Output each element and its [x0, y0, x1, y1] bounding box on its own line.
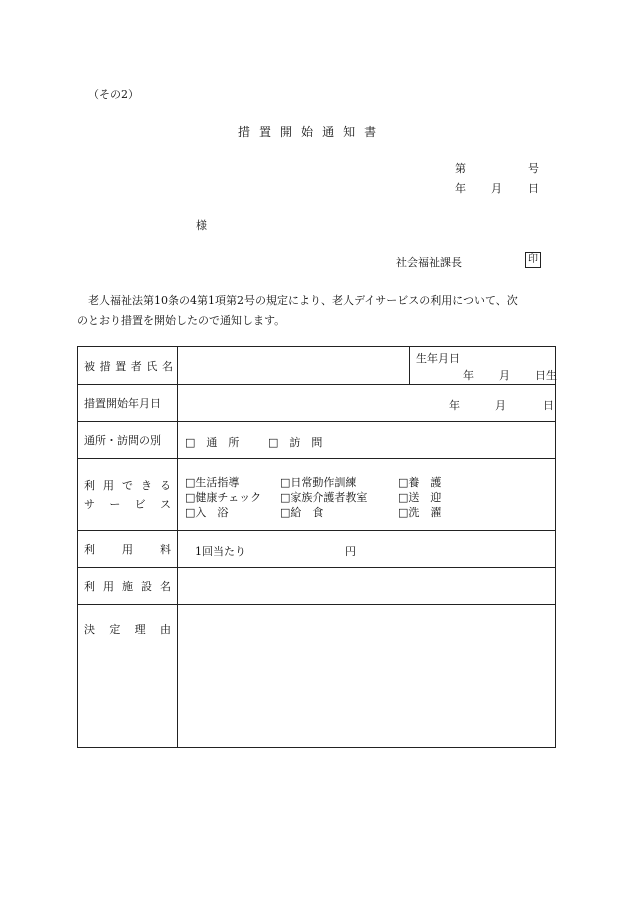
label-char: 用: [103, 479, 114, 492]
checkbox-meals[interactable]: □給 食: [280, 506, 324, 519]
checkbox-daily-training[interactable]: □日常動作訓練: [280, 476, 357, 489]
label-service-type: [78, 422, 178, 459]
label-char: 決: [84, 623, 95, 636]
label-available-services: [78, 459, 178, 531]
label-char: 定: [109, 623, 121, 636]
label-char: 施: [122, 580, 133, 593]
label-facility-name: [78, 568, 178, 605]
label-start-date: [78, 385, 178, 422]
label-char: 措: [99, 359, 111, 373]
title-char: 書: [364, 125, 377, 139]
checkbox-health-check[interactable]: □健康チェック: [185, 491, 262, 504]
title-char: 通: [322, 125, 335, 139]
field-usage-fee[interactable]: [178, 531, 556, 568]
label-char: 置: [115, 359, 127, 373]
field-birthdate[interactable]: [410, 347, 556, 385]
issue-date-month: 月: [491, 182, 502, 195]
start-year: 年: [449, 399, 460, 412]
title-char: 置: [259, 125, 272, 139]
body-text-line2: のとおり措置を開始したので通知します。: [77, 314, 286, 327]
label-char: 氏: [146, 359, 158, 373]
row-facility-name: [78, 568, 556, 605]
addressee-suffix: 様: [196, 219, 207, 232]
label-char: ビ: [134, 498, 146, 511]
label-char: 名: [161, 359, 173, 373]
checkbox-life-guidance[interactable]: □生活指導: [185, 476, 240, 489]
label-char: る: [160, 479, 171, 492]
label-char: 用: [122, 543, 133, 556]
row-usage-fee: [78, 531, 556, 568]
field-available-services: [178, 459, 556, 531]
seal-mark-wrapper: [525, 252, 541, 268]
issue-date-day: 日: [528, 182, 539, 195]
label-decision-reason: [78, 605, 178, 748]
birth-month: 月: [499, 369, 510, 382]
doc-number-prefix: 第: [455, 162, 466, 175]
row-recipient-name: [78, 347, 556, 385]
label-char: ー: [109, 498, 121, 511]
label-char: 名: [160, 580, 171, 593]
label-char: で: [122, 479, 133, 492]
body-text-line1: 老人福祉法第10条の4第1項第2号の規定により、老人デイサービスの利用について、次: [88, 294, 518, 307]
form-number: （その2）: [88, 88, 139, 101]
checkbox-bathing[interactable]: □入 浴: [185, 506, 229, 519]
label-usage-fee: [78, 531, 178, 568]
start-month: 月: [495, 399, 506, 412]
label-char: 利: [84, 543, 95, 556]
row-start-date: [78, 385, 556, 422]
issue-date-year: 年: [455, 182, 466, 195]
issuer-title: 社会福祉課長: [396, 256, 462, 269]
label-char: 被: [84, 359, 95, 373]
checkbox-day-care[interactable]: □ 通 所: [185, 436, 240, 449]
checkbox-laundry[interactable]: □洗 濯: [398, 506, 442, 519]
doc-number-suffix: 号: [528, 162, 539, 175]
title-char: 始: [301, 125, 314, 139]
field-facility-name[interactable]: [178, 568, 556, 605]
label-birthdate: 生年月日: [416, 352, 460, 365]
label-char: 者: [130, 359, 142, 373]
field-service-type: [178, 422, 556, 459]
label-service-type-text: 通所・訪問の別: [84, 434, 161, 447]
fee-unit: 円: [345, 545, 356, 558]
title-char: 措: [238, 125, 251, 139]
label-char: 理: [134, 623, 146, 636]
fee-per-visit: 1回当たり: [195, 545, 246, 558]
notice-form-table: [77, 346, 556, 748]
start-day: 日: [543, 399, 554, 412]
label-recipient-name: [78, 347, 178, 385]
row-available-services: [78, 459, 556, 531]
label-char: 利: [84, 479, 95, 492]
label-char: ス: [159, 498, 171, 511]
label-char: 由: [159, 623, 171, 636]
title-char: 開: [280, 125, 293, 139]
field-decision-reason[interactable]: [178, 605, 556, 748]
row-service-type: [78, 422, 556, 459]
row-decision-reason: [78, 605, 556, 748]
checkbox-transport[interactable]: □送 迎: [398, 491, 442, 504]
label-start-date-text: 措置開始年月日: [84, 397, 161, 410]
document-title: [238, 123, 376, 140]
field-recipient-name[interactable]: [178, 347, 410, 385]
checkbox-family-class[interactable]: □家族介護者教室: [280, 491, 368, 504]
label-char: き: [141, 479, 152, 492]
label-char: 料: [160, 543, 171, 556]
birth-year: 年: [463, 369, 474, 382]
label-char: 利: [84, 580, 95, 593]
title-char: 知: [343, 125, 356, 139]
label-char: 用: [103, 580, 114, 593]
label-char: 設: [141, 580, 152, 593]
seal-mark: 印: [525, 252, 541, 268]
label-char: サ: [84, 498, 95, 511]
field-start-date[interactable]: [178, 385, 556, 422]
checkbox-nursing[interactable]: □養 護: [398, 476, 442, 489]
birth-day: 日生: [535, 369, 557, 382]
checkbox-home-visit[interactable]: □ 訪 問: [268, 436, 323, 449]
